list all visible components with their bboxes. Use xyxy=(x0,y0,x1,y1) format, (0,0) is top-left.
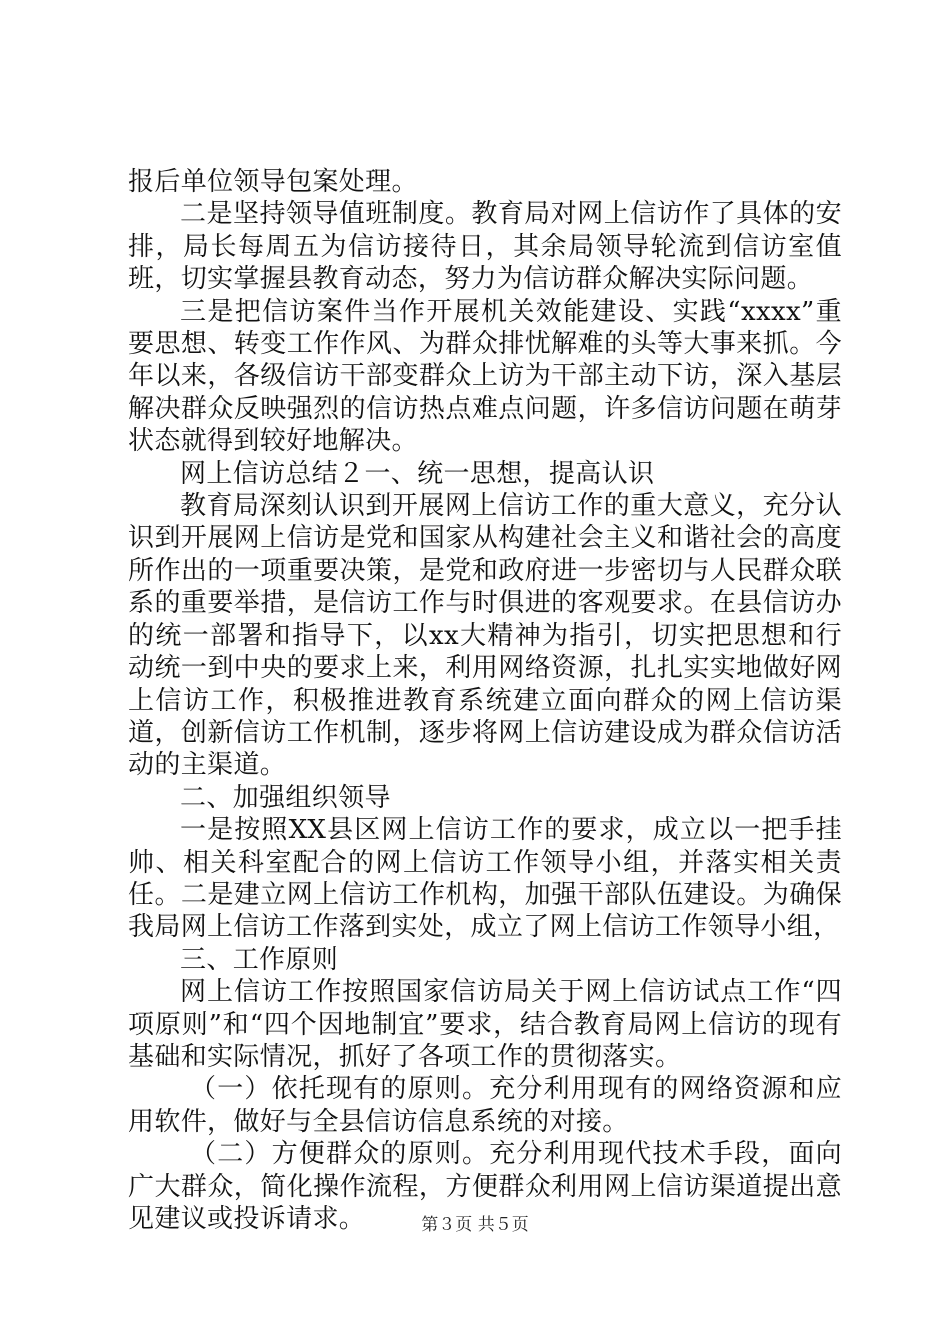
paragraph-petition-priority: 三是把信访案件当作开展机关效能建设、实践“xxxx”重要思想、转变工作作风、为群众排忧解难的头等大事来抓。今年以来，各级信访干部变群众上访为干部主动下访，深入基层解决群众反映强烈的信访热点难点问题，许多信访问题在萌芽状态就得到较好地解决。 xyxy=(128,296,842,457)
section-heading-leadership: 二、加强组织领导 xyxy=(180,782,391,813)
section-heading-principles: 三、工作原则 xyxy=(180,944,339,975)
page-footer xyxy=(0,1214,950,1236)
paragraph-continuation: 报后单位领导包案处理。 xyxy=(128,167,418,197)
paragraph-leadership: 一是按照XX县区网上信访工作的要求，成立以一把手挂帅、相关科室配合的网上信访工作领导小组，并落实相关责任。二是建立网上信访工作机构，加强干部队伍建设。为确保我局网上信访工作落到实处，成立了网上信访工作领导小组， xyxy=(128,815,842,943)
paragraph-principle-two: （二）方便群众的原则。充分利用现代技术手段，面向广大群众，简化操作流程，方便群众利用网上信访渠道提出意见建议或投诉请求。 xyxy=(128,1139,842,1234)
paragraph-awareness: 教育局深刻认识到开展网上信访工作的重大意义，充分认识到开展网上信访是党和国家从构建社会主义和谐社会的高度所作出的一项重要决策，是党和政府进一步密切与人民群众联系的重要举措，是信访工作与时俱进的客观要求。在县信访办的统一部署和指导下，以xx大精神为指引，切实把思想和行动统一到中央的要求上来，利用网络资源，扎扎实实地做好网上信访工作，积极推进教育系统建立面向群众的网上信访渠道，创新信访工作机制，逐步将网上信访建设成为群众信访活动的主渠道。 xyxy=(128,491,842,781)
paragraph-principles: 网上信访工作按照国家信访局关于网上信访试点工作“四项原则”和“四个因地制宜”要求，结合教育局网上信访的现有基础和实际情况，抓好了各项工作的贯彻落实。 xyxy=(128,977,842,1072)
paragraph-duty-system: 二是坚持领导值班制度。教育局对网上信访作了具体的安排，局长每周五为信访接待日，其余局领导轮流到信访室值班，切实掌握县教育动态，努力为信访群众解决实际问题。 xyxy=(128,199,842,295)
section-heading-unify-thinking: 网上信访总结２一、统一思想，提高认识 xyxy=(180,458,655,489)
paragraph-principle-one: （一）依托现有的原则。充分利用现有的网络资源和应用软件，做好与全县信访信息系统的对接。 xyxy=(128,1074,842,1137)
document-body xyxy=(128,166,842,1235)
page-number-label: 第３页 共５页 xyxy=(421,1215,529,1235)
